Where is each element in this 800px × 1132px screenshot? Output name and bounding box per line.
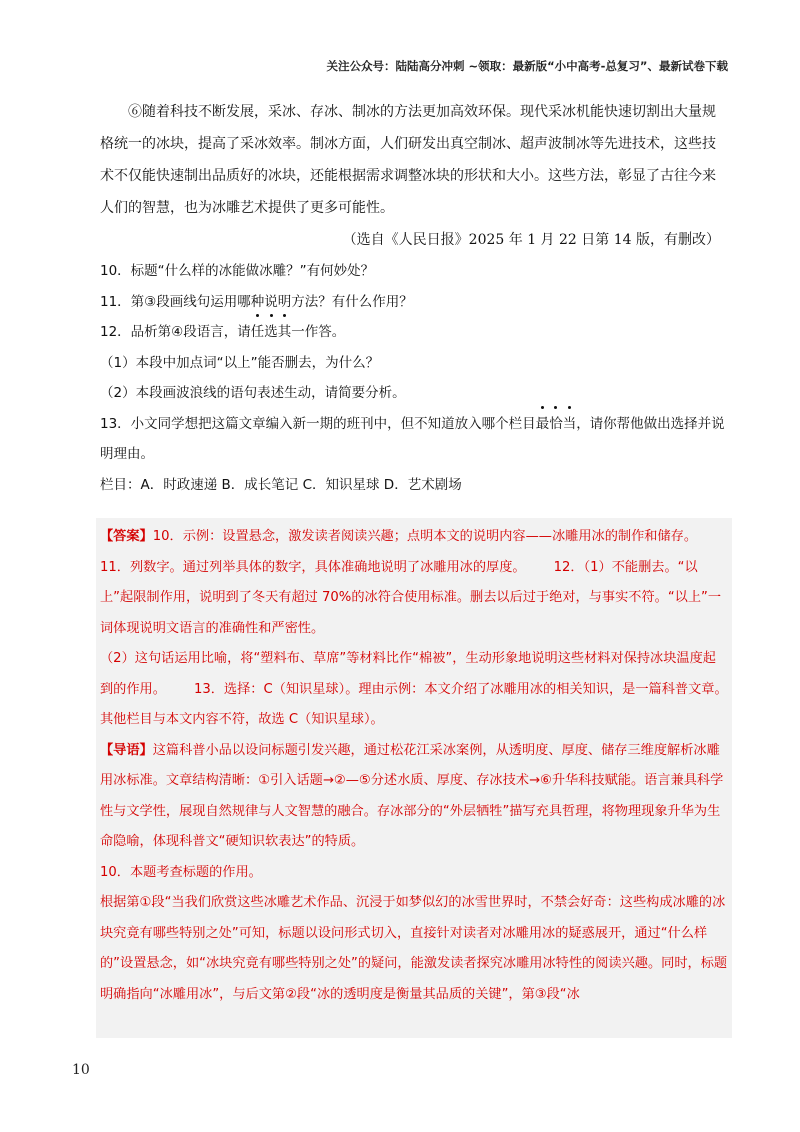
- answer-13: 13．选择：C（知识星球）。理由示例：本文介绍了冰雕用冰的相关知识，是一篇科普文章。其他栏目与本文内容不符，故选 C（知识星球）。: [100, 681, 728, 727]
- question-12-text-end: 一作答。: [291, 324, 346, 340]
- emphasis-dot-char: 最: [536, 409, 550, 440]
- analysis-title: 10．本题考查标题的作用。: [100, 864, 262, 880]
- question-11: 11．第③段画线句运用哪种说明方法？有什么作用？: [100, 293, 413, 310]
- question-13-continued: 明理由。: [100, 446, 154, 462]
- question-12-part-2: （2）本段画波浪线的语句表述生动，请简要分析。: [100, 385, 406, 401]
- analysis-text: 根据第①段“当我们欣赏这些冰雕艺术作品、沉浸于如梦似幻的冰雪世界时，不禁会好奇：这些构成冰雕的冰块究竟有哪些特别之处”可知，标题以设问形式切入，直接针对读者对冰雕用冰的疑惑展开，通过“什么样的”设置悬念，如“冰块究竟有哪些特别之处”的疑问，能激发读者探究冰雕用冰特性的阅读兴趣。同时，标题明确指向“冰雕用冰”，与后文第②段“冰的透明度是衡量其品质的关键”，第③段“冰: [100, 895, 728, 1002]
- emphasis-dot-char: 选: [264, 317, 278, 348]
- answer-12-part-2: （2）这句话运用比喻，将“塑料布、草席”等材料比作“棉被”，生动形象地说明这些材料对保持冰块温度起到的作用。: [100, 651, 716, 697]
- answer-10: 10．示例：设置悬念，激发读者阅读兴趣；点明本文的说明内容——冰雕用冰的制作和储存。: [152, 529, 698, 544]
- article-source: （选自《人民日报》2025 年 1 月 22 日第 14 版，有删改）: [342, 232, 720, 248]
- answer-line: [100, 553, 728, 645]
- intro-text: 这篇科普小品以设问标题引发兴趣，通过松花江采冰案例，从透明度、厚度、储存三维度解析冰雕用冰标准。文章结构清晰：①引入话题→②—⑤分述水质、厚度、存冰技术→⑥升华科技赋能。语言兼具科学性与文学性，展现自然规律与人文智慧的融合。存冰部分的“外层牺牲”描写充具哲理，将物理现象升华为生命隐喻，体现科普文“硬知识软表达”的特质。: [100, 742, 724, 849]
- emphasis-dot-char: 恰: [549, 409, 563, 440]
- page-header: 关注公众号：陆陆高分冲刺 ~领取：最新版“小中高考-总复习”、最新试卷下载: [326, 59, 728, 73]
- question-13: [100, 409, 726, 440]
- article-paragraph-6: ⑥随着科技不断发展，采冰、存冰、制冰的方法更加高效环保。现代采冰机能快速切割出大量规格统一的冰块，提高了采冰效率。制冰方面，人们研发出真空制冰、超声波制冰等先进技术，这些技术不仅能快速制出品质好的冰块，还能根据需求调整冰块的形状和大小。这些方法，彰显了古往今来人们的智慧，也为冰雕艺术提供了更多可能性。: [100, 104, 716, 216]
- emphasis-dot-char: 当: [563, 409, 577, 440]
- article-content: [100, 96, 726, 500]
- question-13-text: 13．小文同学想把这篇文章编入新一期的班刊中，但不知道放入哪个栏目: [100, 415, 536, 432]
- question-12-text: 12．品析第④段语言，请: [100, 324, 251, 340]
- answer-line: [100, 522, 728, 553]
- column-options: 栏目：A．时政速递 B．成长笔记 C．知识星球 D．艺术剧场: [100, 476, 462, 493]
- emphasis-dot-char: 任: [251, 317, 265, 348]
- question-10: 10．标题“什么样的冰能做冰雕？”有何妙处？: [100, 263, 375, 279]
- answer-12-part-1: 12．（1）不能删去。“以上”起限制作用，说明到了冬天有超过 70%的冰符合使用标准。删去以后过于绝对，与事实不符。“以上”一词体现说明文语言的准确性和严密性。: [100, 559, 722, 636]
- page-number: 10: [72, 1062, 90, 1078]
- answer-11: 11．列数字。通过列举具体的数字，具体准确地说明了冰雕用冰的厚度。: [100, 559, 526, 575]
- question-12-part-1: （1）本段中加点词“以上”能否删去，为什么？: [100, 354, 380, 371]
- question-13-text-end: ，请你帮他做出选择并说: [576, 415, 725, 432]
- answer-tag: 【答案】: [100, 529, 153, 544]
- answer-line: [100, 644, 728, 736]
- emphasis-dot-char: 其: [278, 317, 292, 348]
- answer-box: [96, 518, 732, 1038]
- intro-tag: 【导语】: [100, 742, 153, 758]
- question-12: [100, 317, 726, 348]
- intro-line: [100, 736, 728, 858]
